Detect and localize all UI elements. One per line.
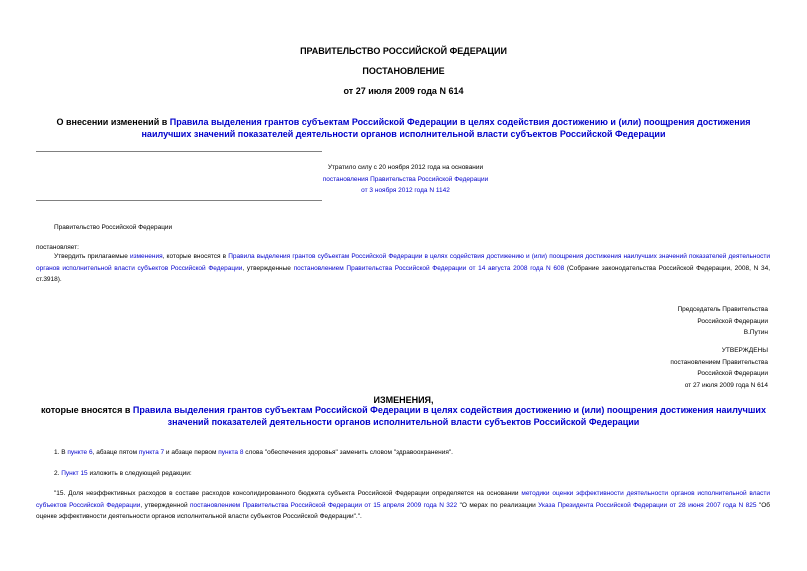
- issuer-text: Правительство Российской Федерации: [54, 224, 173, 231]
- decree-text-3: , утвержденные: [242, 264, 294, 272]
- change-item-1: [54, 447, 770, 459]
- changes-subheading: [38, 405, 769, 428]
- decree-paragraph: [36, 251, 770, 286]
- decree-text-4: (Собрание законодательства Российской Федерации, 2008, N 34, ст.3918).: [36, 264, 771, 283]
- divider-bottom: [36, 200, 322, 201]
- document-title: [40, 116, 767, 140]
- status-repeal-link-2[interactable]: от 3 ноября 2012 года N 1142: [361, 187, 450, 194]
- point-7-link[interactable]: пункта 7: [138, 449, 165, 456]
- approval-block: [500, 345, 768, 391]
- point-8-link[interactable]: пункта 8: [218, 449, 244, 456]
- approval-line-2: постановлением Правительства: [670, 358, 768, 366]
- approval-line-1: УТВЕРЖДЕНЫ: [721, 347, 768, 354]
- point-6-link[interactable]: пункте 6: [67, 449, 93, 456]
- changes-link[interactable]: изменения: [129, 253, 163, 260]
- resolution-322-link[interactable]: постановлением Правительства Российской Федерации от 15 апреля 2009 года N 322: [190, 501, 458, 509]
- title-rules-link[interactable]: Правила выделения грантов субъектам Российской Федерации в целях содействия достижению и (или) поощрения достижения наилучших значений показателей деятельности органов исполнительной власти субъектов Российской Федерации: [141, 117, 751, 139]
- item2-text-2: изложить в следующей редакции:: [87, 470, 192, 477]
- status-repeal-link-1[interactable]: постановления Правительства Российской Федерации: [322, 175, 489, 183]
- changes-heading: ИЗМЕНЕНИЯ,: [373, 395, 434, 405]
- approval-line-4: от 27 июля 2009 года N 614: [684, 381, 768, 389]
- status-note-line-1: Утратило силу с 20 ноября 2012 года на основании: [327, 164, 484, 171]
- approval-line-3: Российской Федерации: [697, 370, 768, 377]
- quote-text-1: "15. Доля неэффективных расходов в составе расходов консолидированного бюджета субъекта Российской Федерации определяется на основании: [54, 490, 522, 497]
- changes-subheading-prefix: которые вносятся в: [41, 405, 133, 415]
- item1-text-4: слова "обеспечения здоровья" заменить словом "здравоохранения".: [243, 449, 453, 456]
- item1-text-3: и абзаце первом: [164, 449, 219, 456]
- item1-text-2: , абзаце пятом: [92, 449, 139, 456]
- quote-text-3: "О мерах по реализации: [457, 501, 539, 509]
- decrees-text: постановляет:: [36, 244, 79, 251]
- title-prefix: О внесении изменений в: [56, 117, 170, 127]
- document-date-number: от 27 июля 2009 года N 614: [343, 86, 464, 96]
- status-note: [290, 162, 521, 197]
- decree-825-link[interactable]: Указа Президента Российской Федерации от 28 июня 2007 года N 825: [538, 501, 757, 509]
- signature-line-2: Российской Федерации: [697, 317, 768, 325]
- change-item-2: [54, 468, 770, 480]
- quote-text-4: "Об оценке эффективности деятельности органов исполнительной власти субъектов Российской Федерации".".: [36, 501, 770, 520]
- methodology-link[interactable]: методики оценки эффективности деятельности органов исполнительной власти субъектов Российской Федерации: [36, 490, 770, 509]
- item1-text-1: 1. В: [54, 449, 68, 456]
- point-15-text: [36, 488, 770, 523]
- rules-link[interactable]: Правила выделения грантов субъектам Российской Федерации в целях содействия достижению и (или) поощрения достижения наилучших значений показателей деятельности органов исполнительной власти субъектов Российской Федерации: [36, 253, 770, 272]
- quote-text-2: , утвержденной: [140, 501, 191, 509]
- changes-rules-link[interactable]: Правила выделения грантов субъектам Российской Федерации в целях содействия достижению и (или) поощрения достижения наилучших значений показателей деятельности органов исполнительной власти субъектов Российской Федерации: [132, 405, 766, 427]
- item2-text-1: 2.: [54, 470, 62, 477]
- signature-line-3: В.Путин: [743, 329, 768, 336]
- point-15-link[interactable]: Пункт 15: [61, 470, 88, 477]
- signature-block: [500, 304, 768, 339]
- signature-line-1: Председатель Правительства: [677, 306, 768, 313]
- divider-top: [36, 151, 322, 152]
- resolution-608-link[interactable]: постановлением Правительства Российской Федерации от 14 августа 2008 года N 608: [293, 264, 565, 272]
- decree-text-2: , которые вносятся в: [162, 253, 229, 260]
- document-type: ПОСТАНОВЛЕНИЕ: [362, 66, 445, 76]
- decree-text-1: Утвердить прилагаемые: [54, 253, 130, 260]
- government-heading: ПРАВИТЕЛЬСТВО РОССИЙСКОЙ ФЕДЕРАЦИИ: [300, 46, 507, 56]
